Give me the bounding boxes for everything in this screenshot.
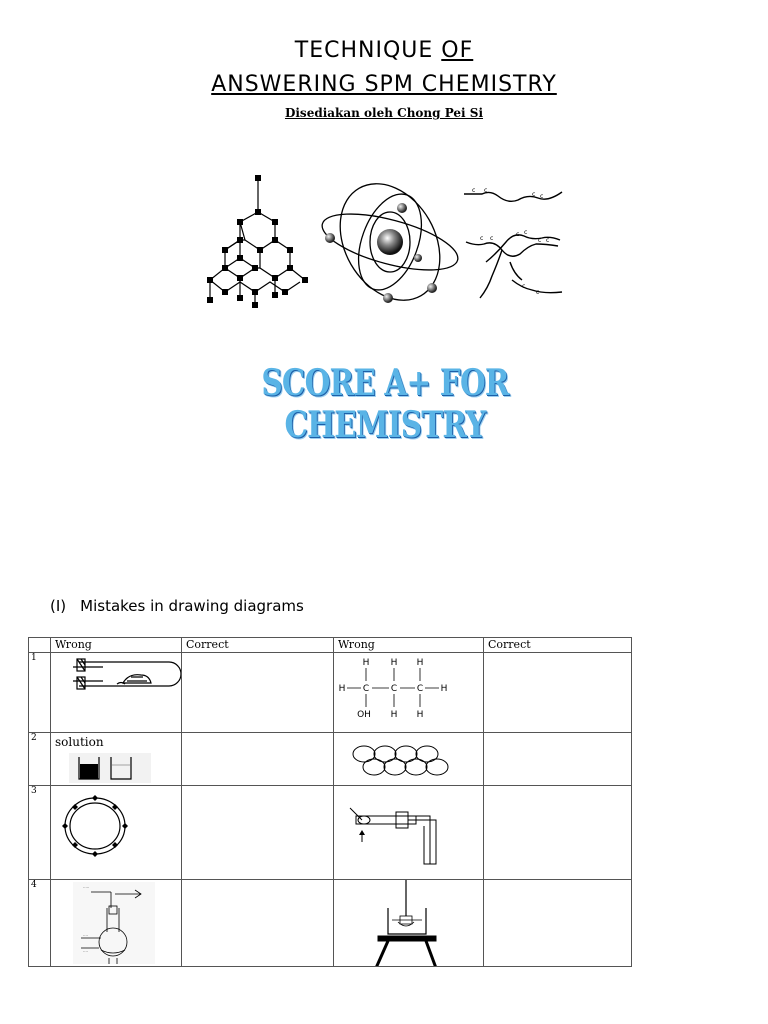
header-correct-2: Correct <box>484 638 632 653</box>
correct-diagram-cell <box>484 786 632 880</box>
correct-diagram-cell <box>182 880 334 967</box>
banner-score-a-plus: SCORE A+ FOR CHEMISTRY <box>261 362 509 446</box>
row-number: 2 <box>29 733 51 786</box>
svg-text:c: c <box>524 229 528 236</box>
wrong-diagram-cell <box>51 880 182 967</box>
table-row <box>29 653 632 733</box>
section-heading: (I) Mistakes in drawing diagrams <box>50 597 304 615</box>
header-wrong-1: Wrong <box>51 638 182 653</box>
svg-text:.....: ..... <box>83 884 90 889</box>
diagram-mistakes-table <box>28 637 632 967</box>
svg-text:c: c <box>536 289 540 296</box>
table-row <box>29 733 632 786</box>
svg-text:c: c <box>472 187 476 194</box>
svg-text:c: c <box>484 187 488 194</box>
table-row <box>29 880 632 967</box>
round-flask-apparatus-diagram <box>51 880 161 966</box>
polymer-chains-illustration <box>462 180 572 305</box>
svg-text:c: c <box>480 235 484 242</box>
svg-text:H: H <box>416 658 424 668</box>
wrong-diagram-cell <box>334 653 484 733</box>
diamond-lattice-illustration <box>195 170 315 310</box>
row-number: 1 <box>29 653 51 733</box>
structural-formula-diagram <box>334 653 480 733</box>
row-number: 4 <box>29 880 51 967</box>
svg-text:....: .... <box>83 948 89 953</box>
svg-text:C: C <box>416 684 424 694</box>
svg-text:c: c <box>546 237 550 244</box>
svg-text:c: c <box>540 193 544 200</box>
title-line-2: ANSWERING SPM CHEMISTRY <box>211 72 557 97</box>
solution-beakers-diagram <box>51 733 161 785</box>
svg-text:....: .... <box>83 932 89 937</box>
header-wrong-2: Wrong <box>334 638 484 653</box>
correct-diagram-cell <box>182 786 334 880</box>
title-line-1: TECHNIQUE OF <box>294 38 474 63</box>
electron-shell-diagram <box>51 786 177 876</box>
svg-text:C: C <box>390 684 398 694</box>
svg-text:OH: OH <box>357 710 371 720</box>
svg-text:c: c <box>538 237 542 244</box>
svg-text:C: C <box>362 684 370 694</box>
svg-text:c: c <box>490 235 494 242</box>
particle-arrangement-diagram <box>334 733 480 785</box>
svg-text:H: H <box>390 658 398 668</box>
svg-text:H: H <box>362 658 370 668</box>
atom-illustration <box>318 180 463 310</box>
svg-text:H: H <box>338 684 346 694</box>
svg-text:H: H <box>390 710 398 720</box>
correct-diagram-cell <box>182 733 334 786</box>
test-tube-heating-diagram <box>51 653 181 693</box>
wrong-diagram-cell <box>334 733 484 786</box>
svg-text:c: c <box>532 191 536 198</box>
row-number: 3 <box>29 786 51 880</box>
solution-label: solution <box>55 735 104 749</box>
svg-text:c: c <box>522 283 526 290</box>
table-row <box>29 786 632 880</box>
table-header-row <box>29 638 632 653</box>
header-correct-1: Correct <box>182 638 334 653</box>
header-num-cell <box>29 638 51 653</box>
beaker-tripod-apparatus-diagram <box>334 880 480 966</box>
author-line: Disediakan oleh Chong Pei Si <box>284 106 484 120</box>
svg-text:c: c <box>516 231 520 238</box>
delivery-tube-apparatus-diagram <box>334 786 480 876</box>
wrong-diagram-cell <box>51 653 182 733</box>
wrong-diagram-cell <box>334 786 484 880</box>
svg-text:H: H <box>440 684 448 694</box>
wrong-diagram-cell <box>51 733 182 786</box>
correct-diagram-cell <box>484 733 632 786</box>
svg-text:H: H <box>416 710 424 720</box>
correct-diagram-cell <box>484 880 632 967</box>
correct-diagram-cell <box>182 653 334 733</box>
wrong-diagram-cell <box>334 880 484 967</box>
correct-diagram-cell <box>484 653 632 733</box>
wrong-diagram-cell <box>51 786 182 880</box>
